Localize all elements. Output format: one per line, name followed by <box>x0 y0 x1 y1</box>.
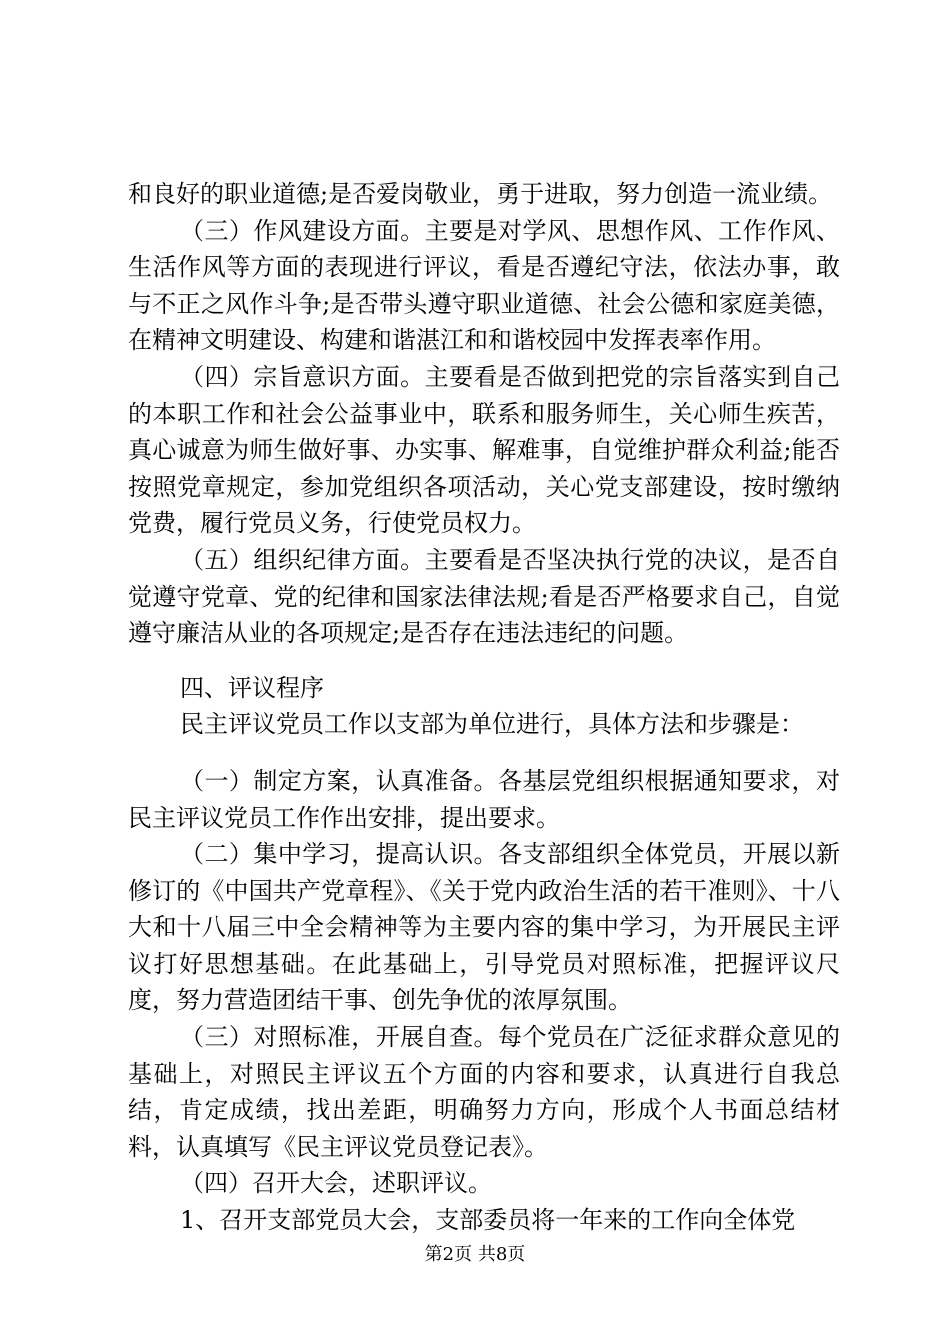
paragraph-step-four: （四）召开大会，述职评议。 <box>180 1169 492 1198</box>
page-number-footer: 第2页 共8页 <box>424 1244 526 1265</box>
paragraph-step-one: （一）制定方案，认真准备。各基层党组织根据通知要求，对民主评议党员工作作出安排，提出要求。 <box>128 766 840 832</box>
paragraph-purpose-awareness: （四）宗旨意识方面。主要看是否做到把党的宗旨落实到自己的本职工作和社会公益事业中，联系和服务师生，关心师生疾苦，真心诚意为师生做好事、办实事、解难事，自觉维护群众利益;能否按照党章规定，参加党组织各项活动，关心党支部建设，按时缴纳党费，履行党员义务，行使党员权力。 <box>128 362 840 538</box>
paragraph-work-style: （三）作风建设方面。主要是对学风、思想作风、工作作风、生活作风等方面的表现进行评议，看是否遵纪守法，依法办事，敢与不正之风作斗争;是否带头遵守职业道德、社会公德和家庭美德，在精神文明建设、构建和谐湛江和和谐校园中发挥表率作用。 <box>128 216 840 355</box>
paragraph-step-three: （三）对照标准，开展自查。每个党员在广泛征求群众意见的基础上，对照民主评议五个方面的内容和要求，认真进行自我总结，肯定成绩，找出差距，明确努力方向，形成个人书面总结材料，认真填写《民主评议党员登记表》。 <box>128 1023 840 1161</box>
paragraph-organizational-discipline: （五）组织纪律方面。主要看是否坚决执行党的决议，是否自觉遵守党章、党的纪律和国家法律法规;看是否严格要求自己，自觉遵守廉洁从业的各项规定;是否存在违法违纪的问题。 <box>128 545 840 648</box>
paragraph-step-four-item-one: 1、召开支部党员大会，支部委员将一年来的工作向全体党 <box>180 1206 796 1235</box>
paragraph-procedure-intro: 民主评议党员工作以支部为单位进行，具体方法和步骤是： <box>180 710 804 739</box>
document-body <box>128 176 840 1239</box>
paragraph-continuation: 和良好的职业道德;是否爱岗敬业，勇于进取，努力创造一流业绩。 <box>128 180 833 208</box>
section-heading-review-procedure: 四、评议程序 <box>180 673 324 702</box>
paragraph-step-two: （二）集中学习，提高认识。各支部组织全体党员，开展以新修订的《中国共产党章程》、《关于党内政治生活的若干准则》、十八大和十八届三中全会精神等为主要内容的集中学习，为开展民主评议打好思想基础。在此基础上，引导党员对照标准，把握评议尺度，努力营造团结干事、创先争优的浓厚氛围。 <box>128 840 840 1015</box>
